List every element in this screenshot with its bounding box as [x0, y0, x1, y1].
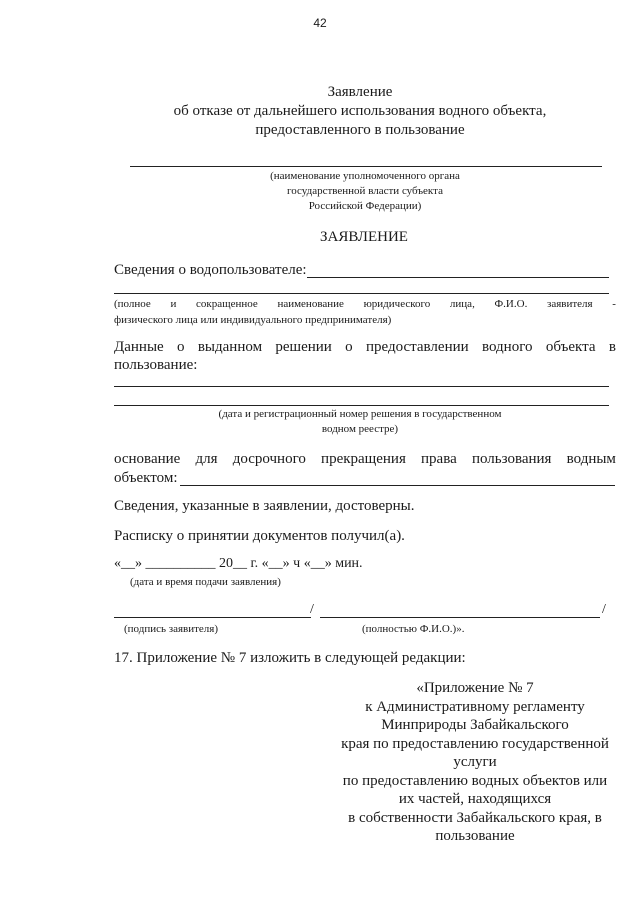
water-user-caption-line-2: физического лица или индивидуального предпринимателя) — [114, 314, 392, 326]
water-user-caption-line-1 — [114, 297, 616, 312]
basis-word: для — [195, 451, 218, 467]
basis-word: пользования — [471, 451, 552, 467]
water-user-caption-word: юридического — [363, 298, 431, 310]
water-user-caption-word: наименование — [277, 298, 344, 310]
decision-word: решении — [275, 339, 332, 355]
water-user-line-2 — [114, 293, 609, 294]
basis-word: права — [421, 451, 457, 467]
basis-fill-line — [180, 485, 615, 486]
full-name-line — [320, 617, 600, 618]
decision-word: объекта — [545, 339, 596, 355]
basis-line-1 — [114, 451, 616, 468]
decision-word: о — [177, 339, 185, 355]
decision-line-1 — [114, 339, 616, 356]
signature-slash-1: / — [310, 602, 314, 617]
decision-caption-line-1: (дата и регистрационный номер решения в государственном — [218, 408, 502, 420]
decision-line-b — [114, 405, 609, 406]
water-user-caption-word: - — [612, 298, 616, 310]
decision-word: Данные — [114, 339, 164, 355]
form-heading: ЗАЯВЛЕНИЕ — [320, 229, 408, 245]
signature-caption: (подпись заявителя) — [124, 623, 219, 635]
appendix-line: их частей, находящихся — [398, 791, 552, 807]
water-user-line-1 — [307, 277, 609, 278]
authority-caption-line-3: Российской Федерации) — [308, 200, 422, 212]
receipt-statement: Расписку о принятии документов получил(а). — [114, 528, 405, 544]
decision-word: в — [608, 339, 616, 355]
water-user-caption-word: Ф.И.О. — [494, 298, 528, 310]
decision-caption-line-2: водном реестре) — [321, 423, 399, 435]
reliable-statement: Сведения, указанные в заявлении, достоверны. — [114, 498, 415, 514]
appendix-line: края по предоставлению государственной — [341, 735, 609, 752]
appendix-heading — [330, 679, 620, 846]
basis-word: основание — [114, 451, 181, 467]
decision-word: предоставлении — [366, 339, 469, 355]
water-user-label: Сведения о водопользователе: — [114, 262, 307, 278]
title-line-2: об отказе от дальнейшего использования водного объекта, — [173, 103, 547, 119]
datetime-line: «__» __________ 20__ г. «__» ч «__» мин. — [114, 556, 363, 571]
decision-line-a — [114, 386, 609, 387]
appendix-line: услуги — [453, 754, 497, 770]
authority-caption-line-1: (наименование уполномоченного органа — [270, 170, 460, 182]
title-line-1: Заявление — [327, 84, 393, 100]
decision-caption — [190, 407, 530, 437]
authority-caption-line-2: государственной власти субъекта — [287, 185, 443, 197]
basis-word: водным — [566, 451, 616, 467]
decision-line-2: пользование: — [114, 357, 198, 373]
signature-slash-2: / — [602, 602, 606, 617]
water-user-caption-word: сокращенное — [196, 298, 258, 310]
appendix-line: по предоставлению водных объектов или — [342, 772, 608, 789]
basis-word: прекращения — [321, 451, 406, 467]
water-user-caption-word: (полное — [114, 298, 151, 310]
decision-word: водного — [481, 339, 533, 355]
decision-word: о — [345, 339, 353, 355]
water-user-caption-word: заявителя — [546, 298, 593, 310]
water-user-caption-word: и — [170, 298, 177, 310]
item-17: 17. Приложение № 7 изложить в следующей редакции: — [114, 650, 466, 666]
basis-word: досрочного — [232, 451, 306, 467]
appendix-line: к Административному регламенту — [365, 698, 585, 715]
document-title — [0, 83, 640, 140]
decision-word: выданном — [197, 339, 263, 355]
appendix-line: Минприроды Забайкальского — [381, 717, 569, 733]
water-user-caption-word: лица, — [449, 298, 475, 310]
basis-line-2: объектом: — [114, 470, 178, 486]
appendix-line: «Приложение № 7 — [416, 680, 534, 696]
authority-caption — [250, 169, 480, 214]
title-line-3: предоставленного в пользование — [255, 122, 465, 138]
full-name-caption: (полностью Ф.И.О.)». — [362, 623, 465, 635]
appendix-line: пользование — [435, 828, 515, 844]
datetime-caption: (дата и время подачи заявления) — [130, 576, 281, 588]
authority-line — [130, 166, 602, 167]
appendix-line: в собственности Забайкальского края, в — [348, 809, 602, 826]
page-number: 42 — [313, 16, 327, 30]
signature-line — [114, 617, 311, 618]
